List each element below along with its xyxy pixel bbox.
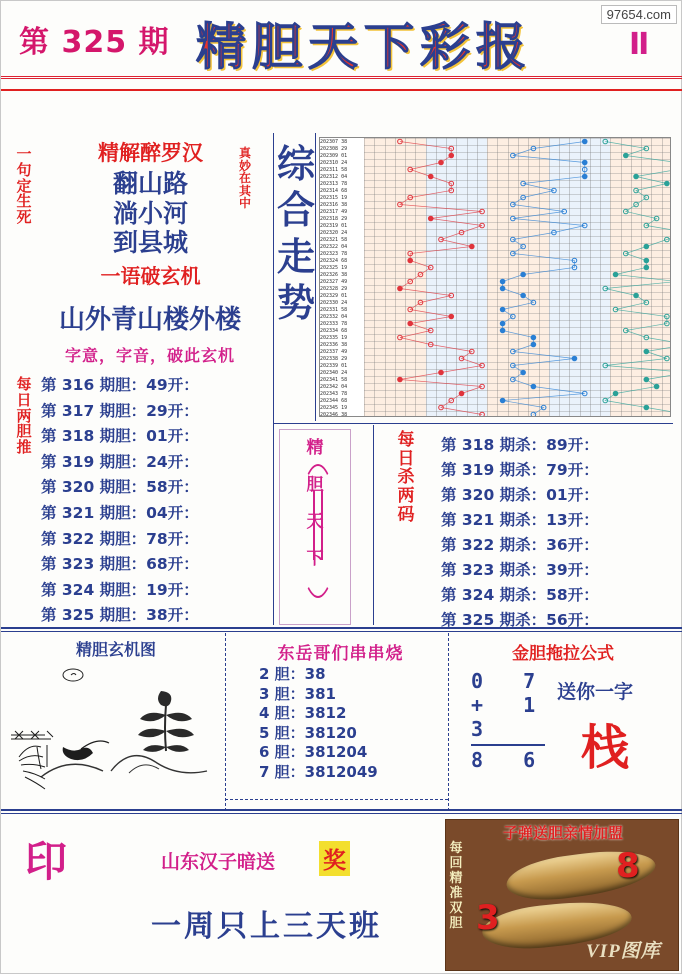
- poem-subtitle: 字意，字音，破此玄机: [64, 346, 235, 365]
- pyramid-item: 6 胆：381204: [259, 743, 368, 761]
- chart-row-label: 202315 19: [320, 194, 348, 201]
- chart-row-label: 202337 49: [320, 348, 348, 355]
- formula-row-3: 8 6: [471, 748, 550, 772]
- chart-row-label: 202333 78: [320, 320, 348, 327]
- chart-row-label: 202336 38: [320, 341, 348, 348]
- sha-list-item: 第 319 期杀：79开：: [441, 461, 599, 479]
- vertical-strip-left-2: 每日两胆推: [16, 375, 32, 456]
- chart-row-label: 202321 58: [320, 236, 348, 243]
- formula-row-1: 0 7: [471, 669, 550, 693]
- trend-chart: [319, 137, 671, 417]
- jiang-highlight: 奖: [319, 841, 350, 876]
- sha-list-item: 第 320 期杀：01开：: [441, 486, 599, 504]
- section-divider-top: [1, 627, 682, 629]
- divider-horizontal-a: [273, 423, 673, 424]
- dan-list-item: 第 316 期胆：49开：: [41, 376, 199, 394]
- dan-list-item: 第 318 期胆：01开：: [41, 427, 199, 446]
- dan-list-item: 第 319 期胆：24开：: [41, 452, 199, 471]
- poem-line-1: 翻山路: [112, 169, 188, 198]
- chart-row-label: 202329 01: [320, 292, 348, 299]
- chart-series-line: [605, 142, 671, 415]
- songni-text: 送你一字: [557, 681, 634, 703]
- chart-row-label: 202341 58: [320, 376, 348, 383]
- section-divider-bottom: [1, 809, 682, 811]
- poem-title: 精解醉罗汉: [98, 141, 203, 165]
- poem-wide-line: 山外青山楼外楼: [58, 305, 241, 335]
- advert-vertical-text: 每回精准双胆: [449, 841, 463, 931]
- chart-row-label: 202314 68: [320, 187, 348, 194]
- chart-row-label: 202322 04: [320, 243, 348, 250]
- pyramid-item: 5 胆：38120: [259, 723, 357, 742]
- chart-row-label: 202320 24: [320, 229, 348, 236]
- chart-row-label: 202325 19: [320, 264, 348, 271]
- chart-row-label: 202338 29: [320, 355, 348, 362]
- zonghe-vertical-title: 综合走势: [276, 142, 315, 326]
- divider-dashed-mid: [225, 799, 448, 800]
- chart-row-label: 202340 24: [320, 369, 348, 376]
- chart-row-label: 202324 68: [320, 257, 348, 264]
- formula-rule: [471, 744, 545, 746]
- chart-row-label: 202312 04: [320, 173, 348, 180]
- dan-list: [41, 373, 271, 629]
- chart-series-line: [503, 142, 585, 415]
- chart-row-label: 202328 29: [320, 285, 348, 292]
- formula-row-2: + 1 3: [471, 693, 550, 741]
- dan-pyramid-list: [259, 665, 439, 782]
- section-divider-top-2: [1, 631, 682, 632]
- advert-title: 子弹送胆亲情加盟: [502, 824, 623, 842]
- jingdan-emblem: [279, 429, 351, 625]
- chart-row-label: 202343 78: [320, 390, 348, 397]
- chart-row-label: 202330 24: [320, 299, 348, 306]
- sha-vertical-title: 每日杀两码: [397, 430, 415, 525]
- chart-row-label: 202345 19: [320, 404, 348, 411]
- week-slogan: 一周只上三天班: [151, 909, 382, 944]
- issue-number: 第 325 期: [19, 25, 170, 60]
- chart-row-label: 202332 04: [320, 313, 348, 320]
- divider-vertical-b: [315, 133, 316, 421]
- chart-row-label: 202323 78: [320, 250, 348, 257]
- chart-row-label: 202335 19: [320, 334, 348, 341]
- pyramid-item: 3 胆：381: [259, 684, 336, 703]
- dan-list-item: 第 320 期胆：58开：: [41, 478, 199, 497]
- chart-row-label: 202344 68: [320, 397, 348, 404]
- poem-vertical-note: 真妙在其中: [238, 146, 251, 211]
- poem-block: [43, 137, 258, 289]
- sha-list-item: 第 324 期杀：58开：: [441, 586, 599, 604]
- divider-vertical-a: [273, 133, 274, 625]
- jingdan-char: 精: [306, 438, 324, 458]
- poem-last-line: 一语破玄机: [100, 263, 201, 288]
- emblem-bar-decor: [313, 490, 323, 560]
- chart-row-label: 202316 38: [320, 201, 348, 208]
- sha-list-item: 第 322 期杀：36开：: [441, 536, 599, 554]
- pyramid-item: 7 胆：3812049: [259, 762, 378, 781]
- chart-row-label: 202339 01: [320, 362, 348, 369]
- dan-list-item: 第 325 期胆：38开：: [41, 606, 199, 625]
- section-divider-bottom-2: [1, 813, 682, 814]
- sha-list-item: 第 318 期杀：89开：: [441, 436, 599, 454]
- shandong-text: 山东汉子暗送: [161, 851, 276, 873]
- divider-vertical-d: [225, 633, 226, 811]
- sha-list-item: 第 323 期杀：39开：: [441, 561, 599, 579]
- dan-list-item: 第 317 期胆：29开：: [41, 401, 199, 420]
- page-header: [1, 1, 682, 79]
- chart-row-label: 202313 78: [320, 180, 348, 187]
- advert-banner[interactable]: [445, 819, 679, 971]
- dan-list-item: 第 322 期胆：78开：: [41, 529, 199, 548]
- header-divider: [1, 79, 682, 91]
- vertical-strip-left-1: 一句定生死: [16, 145, 32, 226]
- advert-number-left: 3: [476, 898, 500, 938]
- chart-row-label: 202310 24: [320, 159, 348, 166]
- jingdan-char: 胆: [306, 475, 324, 495]
- chart-marker: [531, 412, 536, 417]
- advert-number-right: 8: [616, 846, 640, 886]
- chart-row-label: 202307 38: [320, 138, 348, 145]
- chart-row-label: 202346 38: [320, 411, 348, 417]
- chart-row-label: 202311 58: [320, 166, 348, 173]
- chart-row-label: 202318 29: [320, 215, 348, 222]
- masthead-title: 精胆天下彩报: [196, 18, 532, 76]
- jingdan-char: 天: [306, 512, 324, 532]
- jingdan-char: 下: [306, 549, 324, 569]
- divider-vertical-e: [448, 633, 449, 811]
- chart-row-label: 202342 04: [320, 383, 348, 390]
- watermark-url: 97654.com: [601, 5, 677, 24]
- sha-list: [441, 433, 661, 633]
- chart-row-label: 202317 49: [320, 208, 348, 215]
- addition-formula: [471, 669, 567, 772]
- advert-vip-text: VIP图库: [586, 941, 661, 962]
- dan-list-item: 第 321 期胆：04开：: [41, 503, 199, 522]
- chart-row-label: 202331 58: [320, 306, 348, 313]
- chart-row-label: 202319 01: [320, 222, 348, 229]
- dan-list-item: 第 323 期胆：68开：: [41, 555, 199, 574]
- sha-list-item: 第 325 期杀：56开：: [441, 611, 599, 629]
- chart-row-label: 202334 68: [320, 327, 348, 334]
- dan-list-item: 第 324 期胆：19开：: [41, 580, 199, 599]
- jindan-title: 金胆拖拉公式: [512, 644, 614, 664]
- chart-row-label: 202309 01: [320, 152, 348, 159]
- chart-row-label: 202327 49: [320, 278, 348, 285]
- poem-line-2: 淌小河: [112, 198, 188, 228]
- chuanchuan-title: 东岳哥们串串烧: [277, 644, 404, 664]
- divider-vertical-c: [373, 425, 374, 625]
- xuanjitu-title: 精胆玄机图: [75, 640, 156, 659]
- sha-list-item: 第 321 期杀：13开：: [441, 511, 599, 529]
- chart-row-label: 202326 38: [320, 271, 348, 278]
- lucky-character: 栈: [581, 720, 630, 776]
- pyramid-item: 4 胆：3812: [259, 704, 347, 722]
- masthead-suffix: II: [629, 27, 648, 62]
- ink-painting: [11, 661, 221, 801]
- seal-stamp: 印: [25, 837, 68, 886]
- chart-row-label: 202308 29: [320, 145, 348, 152]
- poem-line-3: 到县城: [112, 228, 188, 257]
- pyramid-item: 2 胆：38: [259, 665, 326, 683]
